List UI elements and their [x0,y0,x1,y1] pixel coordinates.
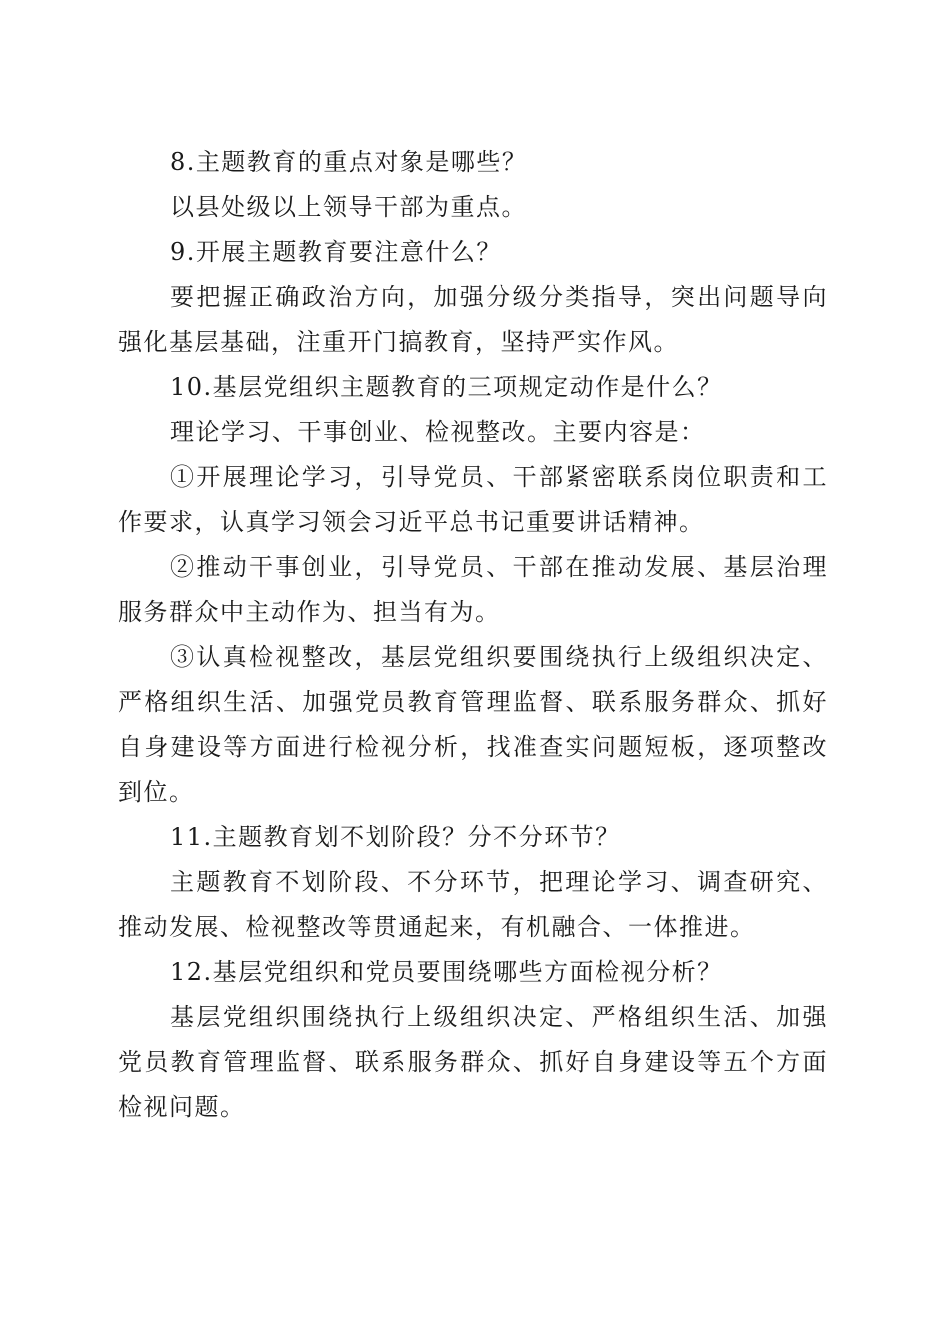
question-10: 10.基层党组织主题教育的三项规定动作是什么？ [170,373,723,401]
question-12: 12.基层党组织和党员要围绕哪些方面检视分析？ [170,958,723,986]
answer-10-item-3: ③认真检视整改，基层党组织要围绕执行上级组织决定、严格组织生活、加强党员教育管理监督、联系服务群众、抓好自身建设等方面进行检视分析，找准查实问题短板，逐项整改到位。 [118,643,828,806]
answer-8: 以县处级以上领导干部为重点。 [170,193,527,221]
answer-11: 主题教育不划阶段、不分环节，把理论学习、调查研究、推动发展、检视整改等贯通起来，有机融合、一体推进。 [118,868,828,941]
question-9: 9.开展主题教育要注意什么？ [170,238,502,266]
answer-10-intro: 理论学习、干事创业、检视整改。主要内容是： [170,418,706,446]
question-11: 11.主题教育划不划阶段？分不分环节？ [170,823,621,851]
document-body [118,140,828,1130]
answer-9: 要把握正确政治方向，加强分级分类指导，突出问题导向强化基层基础，注重开门搞教育，坚持严实作风。 [118,283,828,356]
answer-10-item-1: ①开展理论学习，引导党员、干部紧密联系岗位职责和工作要求，认真学习领会习近平总书记重要讲话精神。 [118,463,828,536]
question-8: 8.主题教育的重点对象是哪些？ [170,148,528,176]
answer-10-item-2: ②推动干事创业，引导党员、干部在推动发展、基层治理服务群众中主动作为、担当有为。 [118,553,828,626]
answer-12: 基层党组织围绕执行上级组织决定、严格组织生活、加强党员教育管理监督、联系服务群众、抓好自身建设等五个方面检视问题。 [118,1003,828,1121]
